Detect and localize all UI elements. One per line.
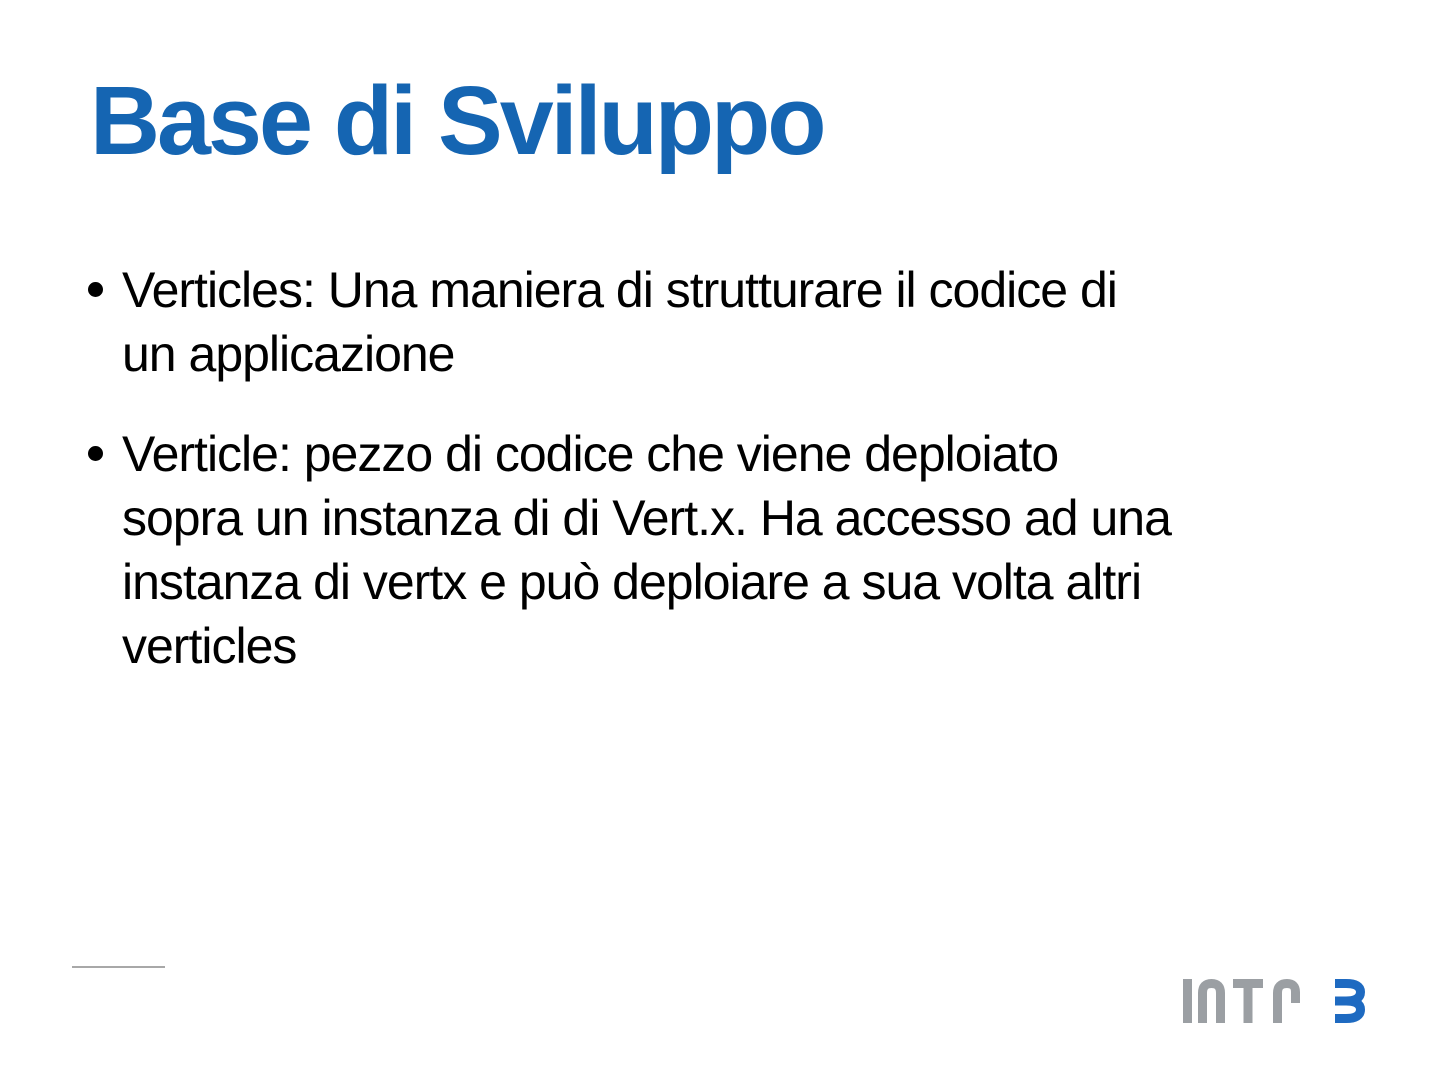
bullet-text — [122, 422, 1378, 678]
bullet-item — [88, 258, 1378, 386]
bullet-text — [122, 258, 1378, 386]
intre-logo — [1183, 979, 1365, 1023]
bullet-list — [88, 258, 1378, 714]
logo-letter-n — [1203, 984, 1221, 1024]
bullet-item — [88, 422, 1378, 678]
bullet-line: sopra un instanza di di Vert.x. Ha accesso ad una — [122, 490, 1171, 546]
bullet-line: verticles — [122, 618, 297, 674]
bullet-dot-icon — [88, 446, 103, 461]
bullet-dot-icon — [88, 282, 103, 297]
bullet-line: Verticles: Una maniera di strutturare il codice di — [122, 262, 1117, 318]
bullet-line: Verticle: pezzo di codice che viene deploiato — [122, 426, 1059, 482]
logo-letter-r — [1278, 984, 1296, 1024]
footer-divider — [72, 966, 165, 968]
slide-title: Base di Sviluppo — [90, 66, 824, 175]
bullet-line: instanza di vertx e può deploiare a sua volta altri — [122, 554, 1142, 610]
bullet-line: un applicazione — [122, 326, 455, 382]
